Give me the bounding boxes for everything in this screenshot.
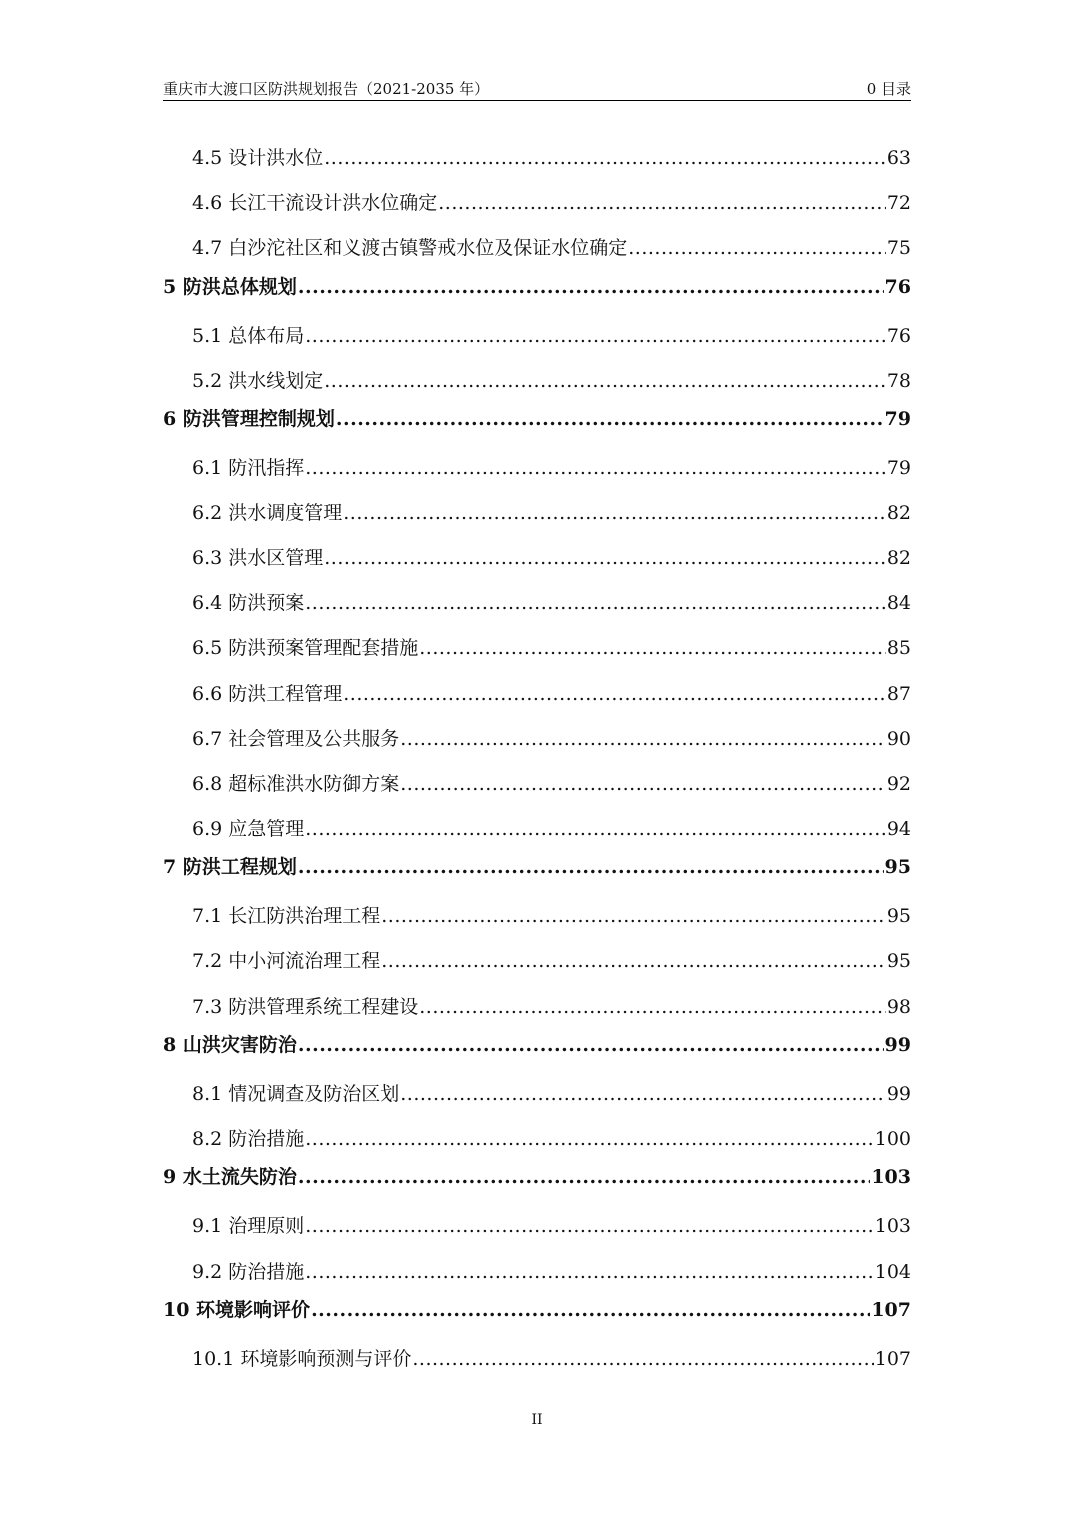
toc-chapter-entry[interactable] xyxy=(163,273,911,301)
toc-entry-page: 79 xyxy=(886,457,911,479)
toc-entry-label: 8 山洪灾害防治 xyxy=(163,1034,297,1056)
toc-entry-label: 6.8 超标准洪水防御方案 xyxy=(192,773,400,795)
toc-section-entry[interactable] xyxy=(163,189,911,217)
toc-entry-page: 98 xyxy=(886,996,911,1018)
toc-entry-page: 90 xyxy=(886,728,911,750)
dot-leader xyxy=(412,1345,873,1373)
toc-entry-label: 9 水土流失防治 xyxy=(163,1166,297,1188)
toc-chapter-entry[interactable] xyxy=(163,1163,911,1191)
toc-entry-label: 9.1 治理原则 xyxy=(192,1215,305,1237)
dot-leader xyxy=(305,815,886,843)
toc-entry-label: 6.7 社会管理及公共服务 xyxy=(192,728,400,750)
toc-entry-page: 82 xyxy=(886,502,911,524)
toc-entry-label: 6.3 洪水区管理 xyxy=(192,547,324,569)
dot-leader xyxy=(419,634,886,662)
dot-leader xyxy=(400,770,886,798)
toc-entry-label: 7.3 防洪管理系统工程建设 xyxy=(192,996,419,1018)
toc-entry-page: 75 xyxy=(886,237,911,259)
dot-leader xyxy=(298,1031,884,1059)
toc-section-entry[interactable] xyxy=(163,770,911,798)
toc-entry-page: 82 xyxy=(886,547,911,569)
toc-entry-label: 8.1 情况调查及防治区划 xyxy=(192,1083,400,1105)
page-number: II xyxy=(531,1412,543,1428)
toc-entry-label: 10 环境影响评价 xyxy=(163,1299,311,1321)
toc-entry-label: 9.2 防治措施 xyxy=(192,1261,305,1283)
toc-entry-label: 4.7 白沙沱社区和义渡古镇警戒水位及保证水位确定 xyxy=(192,237,628,259)
toc-entry-page: 92 xyxy=(886,773,911,795)
toc-section-entry[interactable] xyxy=(163,1212,911,1240)
toc-entry-label: 6.1 防汛指挥 xyxy=(192,457,305,479)
dot-leader xyxy=(381,902,886,930)
toc-section-entry[interactable] xyxy=(163,902,911,930)
toc-entry-page: 78 xyxy=(886,370,911,392)
toc-entry-page: 103 xyxy=(871,1166,911,1188)
toc-entry-page: 95 xyxy=(884,856,911,878)
toc-chapter-entry[interactable] xyxy=(163,1296,911,1324)
dot-leader xyxy=(628,234,886,262)
toc-section-entry[interactable] xyxy=(163,634,911,662)
toc-entry-label: 6 防洪管理控制规划 xyxy=(163,408,335,430)
toc-entry-page: 99 xyxy=(884,1034,911,1056)
toc-section-entry[interactable] xyxy=(163,1125,911,1153)
toc-section-entry[interactable] xyxy=(163,1080,911,1108)
dot-leader xyxy=(311,1296,870,1324)
dot-leader xyxy=(324,544,886,572)
dot-leader xyxy=(343,680,886,708)
toc-entry-page: 63 xyxy=(886,147,911,169)
toc-entry-label: 8.2 防治措施 xyxy=(192,1128,305,1150)
toc-entry-label: 6.6 防洪工程管理 xyxy=(192,683,343,705)
toc-entry-page: 107 xyxy=(874,1348,911,1370)
toc-entry-label: 7.1 长江防洪治理工程 xyxy=(192,905,381,927)
toc-chapter-entry[interactable] xyxy=(163,405,911,433)
toc-entry-label: 6.5 防洪预案管理配套措施 xyxy=(192,637,419,659)
toc-section-entry[interactable] xyxy=(163,680,911,708)
toc-entry-label: 5.1 总体布局 xyxy=(192,325,305,347)
toc-entry-page: 76 xyxy=(884,276,911,298)
dot-leader xyxy=(324,144,886,172)
toc-entry-page: 104 xyxy=(874,1261,911,1283)
dot-leader xyxy=(298,853,884,881)
dot-leader xyxy=(298,273,884,301)
toc-entry-page: 103 xyxy=(874,1215,911,1237)
toc-chapter-entry[interactable] xyxy=(163,1031,911,1059)
toc-entry-label: 7.2 中小河流治理工程 xyxy=(192,950,381,972)
dot-leader xyxy=(305,454,886,482)
dot-leader xyxy=(305,322,886,350)
toc-section-entry[interactable] xyxy=(163,589,911,617)
toc-section-entry[interactable] xyxy=(163,499,911,527)
toc-section-entry[interactable] xyxy=(163,947,911,975)
toc-entry-page: 85 xyxy=(886,637,911,659)
table-of-contents xyxy=(163,0,911,1520)
toc-entry-page: 99 xyxy=(886,1083,911,1105)
toc-entry-page: 94 xyxy=(886,818,911,840)
toc-entry-page: 87 xyxy=(886,683,911,705)
toc-entry-page: 95 xyxy=(886,950,911,972)
dot-leader xyxy=(336,405,884,433)
dot-leader xyxy=(305,1125,873,1153)
toc-section-entry[interactable] xyxy=(163,454,911,482)
dot-leader xyxy=(419,993,886,1021)
toc-entry-page: 84 xyxy=(886,592,911,614)
toc-entry-page: 107 xyxy=(871,1299,911,1321)
toc-entry-page: 76 xyxy=(886,325,911,347)
toc-section-entry[interactable] xyxy=(163,144,911,172)
dot-leader xyxy=(298,1163,870,1191)
toc-entry-label: 4.6 长江干流设计洪水位确定 xyxy=(192,192,438,214)
toc-section-entry[interactable] xyxy=(163,725,911,753)
section-label: 0 目录 xyxy=(866,80,911,98)
toc-section-entry[interactable] xyxy=(163,815,911,843)
toc-entry-page: 100 xyxy=(874,1128,911,1150)
toc-entry-page: 95 xyxy=(886,905,911,927)
dot-leader xyxy=(438,189,886,217)
toc-section-entry[interactable] xyxy=(163,544,911,572)
toc-entry-page: 79 xyxy=(884,408,911,430)
toc-entry-label: 4.5 设计洪水位 xyxy=(192,147,324,169)
dot-leader xyxy=(381,947,886,975)
dot-leader xyxy=(305,589,886,617)
toc-entry-label: 6.2 洪水调度管理 xyxy=(192,502,343,524)
dot-leader xyxy=(343,499,886,527)
toc-entry-label: 5.2 洪水线划定 xyxy=(192,370,324,392)
toc-section-entry[interactable] xyxy=(163,1345,911,1373)
dot-leader xyxy=(305,1212,873,1240)
document-title: 重庆市大渡口区防洪规划报告（2021-2035 年） xyxy=(163,80,490,98)
dot-leader xyxy=(400,725,886,753)
toc-entry-label: 6.4 防洪预案 xyxy=(192,592,305,614)
toc-entry-label: 6.9 应急管理 xyxy=(192,818,305,840)
dot-leader xyxy=(400,1080,886,1108)
toc-section-entry[interactable] xyxy=(163,234,911,262)
toc-section-entry[interactable] xyxy=(163,1258,911,1286)
toc-entry-page: 72 xyxy=(886,192,911,214)
toc-section-entry[interactable] xyxy=(163,367,911,395)
toc-entry-label: 5 防洪总体规划 xyxy=(163,276,297,298)
toc-section-entry[interactable] xyxy=(163,993,911,1021)
dot-leader xyxy=(305,1258,873,1286)
dot-leader xyxy=(324,367,886,395)
toc-section-entry[interactable] xyxy=(163,322,911,350)
toc-chapter-entry[interactable] xyxy=(163,853,911,881)
toc-entry-label: 10.1 环境影响预测与评价 xyxy=(192,1348,412,1370)
toc-entry-label: 7 防洪工程规划 xyxy=(163,856,297,878)
